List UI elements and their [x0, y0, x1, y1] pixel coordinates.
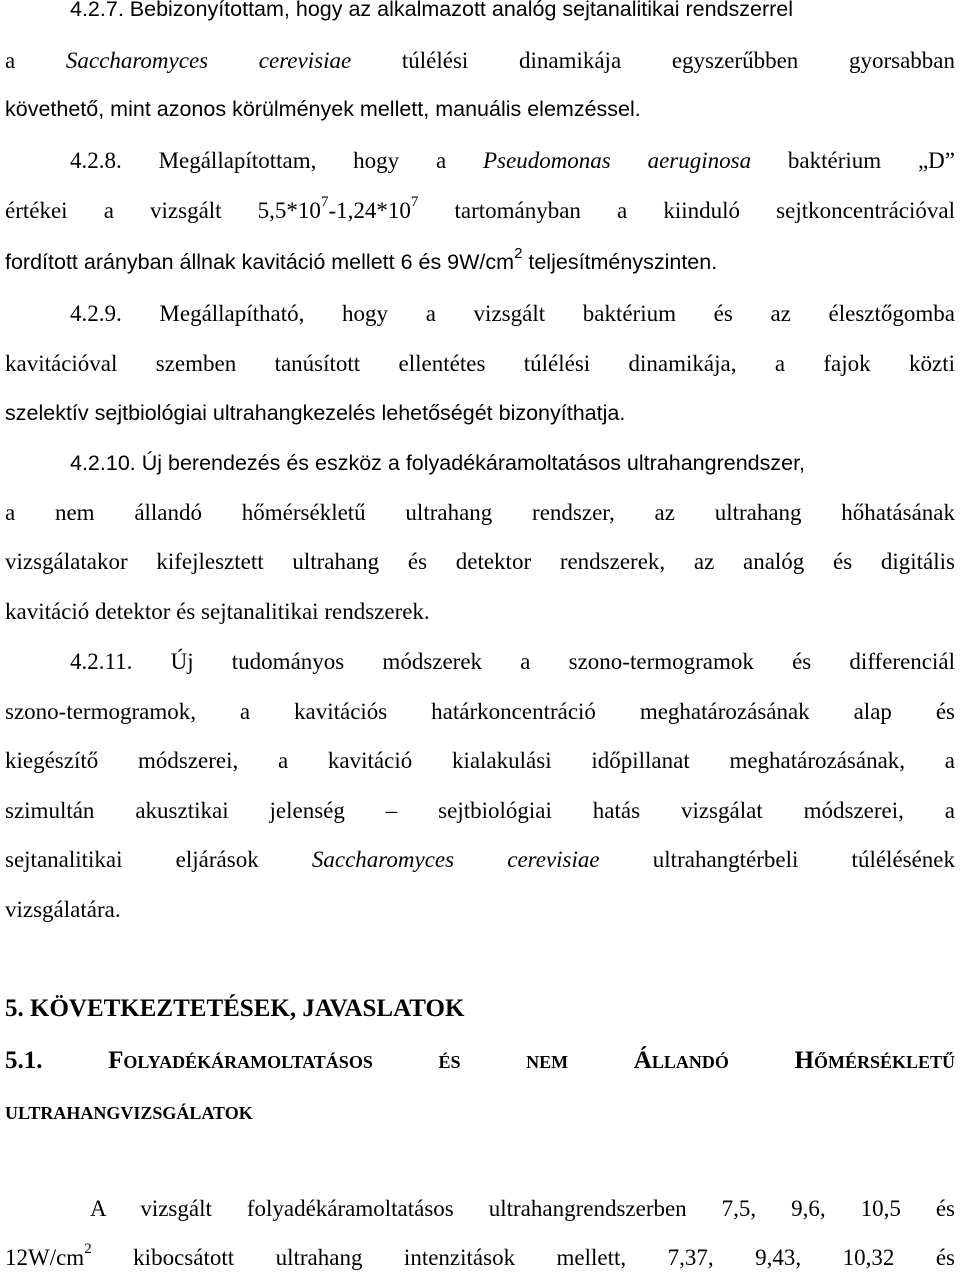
body-line-1: A vizsgált folyadékáramoltatásos ultrahangrendszerben 7,5, 9,6, 10,5 és — [90, 1196, 955, 1221]
p8-line-3: fordított arányban állnak kavitáció mellett 6 és $9W/cm^2$ teljesítményszinten. — [5, 244, 718, 274]
p9-line-2: kavitációval szemben tanúsított ellentétes túlélési dinamikája, a fajok közti — [5, 351, 955, 376]
p10-line-3: vizsgálatakor kifejlesztett ultrahang és detektor rendszerek, az analóg és digitális — [5, 549, 955, 574]
p10-line-2: a nem állandó hőmérsékletű ultrahang rendszer, az ultrahang hőhatásának — [5, 500, 955, 525]
body-line-2: $12W/cm^2$ kibocsátott ultrahang intenzitások mellett, 7,37, 9,43, 10,32 és — [5, 1241, 955, 1270]
p9-line-1: 4.2.9. Megállapítható, hogy a vizsgált baktérium és az élesztőgomba — [70, 301, 955, 326]
p11-line-6: vizsgálatára. — [5, 897, 121, 922]
p9-line-3: szelektív sejtbiológiai ultrahangkezelés lehetőségét bizonyíthatja. — [5, 401, 626, 425]
p7-line-1: 4.2.7. Bebizonyítottam, hogy az alkalmazott analóg sejtanalitikai rendszerrel — [70, 0, 794, 21]
p8-line-1: 4.2.8. Megállapítottam, hogy a Pseudomonas aeruginosa baktérium „D” — [70, 148, 955, 173]
p11-line-3: kiegészítő módszerei, a kavitáció kialakulási időpillanat meghatározásának, a — [5, 748, 955, 773]
section-heading-5-1-line-1: 5.1. FOLYADÉKÁRAMOLTATÁSOS ÉS NEM ÁLLANDÓ HŐMÉRSÉKLETŰ — [5, 1047, 955, 1074]
section-heading-5: 5. KÖVETKEZTETÉSEK, JAVASLATOK — [5, 995, 465, 1022]
p11-line-1: 4.2.11. Új tudományos módszerek a szono-termogramok és differenciál — [70, 649, 955, 674]
p10-line-4: kavitáció detektor és sejtanalitikai rendszerek. — [5, 599, 430, 624]
p11-line-2: szono-termogramok, a kavitációs határkoncentráció meghatározásának alap és — [5, 699, 955, 724]
p7-line-2: a Saccharomyces cerevisiae túlélési dinamikája egyszerűbben gyorsabban — [5, 48, 955, 73]
p10-line-1: 4.2.10. Új berendezés és eszköz a folyadékáramoltatásos ultrahangrendszer, — [70, 451, 806, 475]
p11-line-4: szimultán akusztikai jelenség – sejtbiológiai hatás vizsgálat módszerei, a — [5, 798, 955, 823]
p8-line-2: értékei a vizsgált $5,5*10^7-1,24*10^7$ tartományban a kiinduló sejtkoncentrációval — [5, 194, 955, 223]
p7-line-3: követhető, mint azonos körülmények mellett, manuális elemzéssel. — [5, 97, 641, 121]
section-heading-5-1-line-2: ULTRAHANGVIZSGÁLATOK — [5, 1103, 253, 1123]
p11-line-5: sejtanalitikai eljárások Saccharomyces cerevisiae ultrahangtérbeli túlélésének — [5, 847, 956, 872]
